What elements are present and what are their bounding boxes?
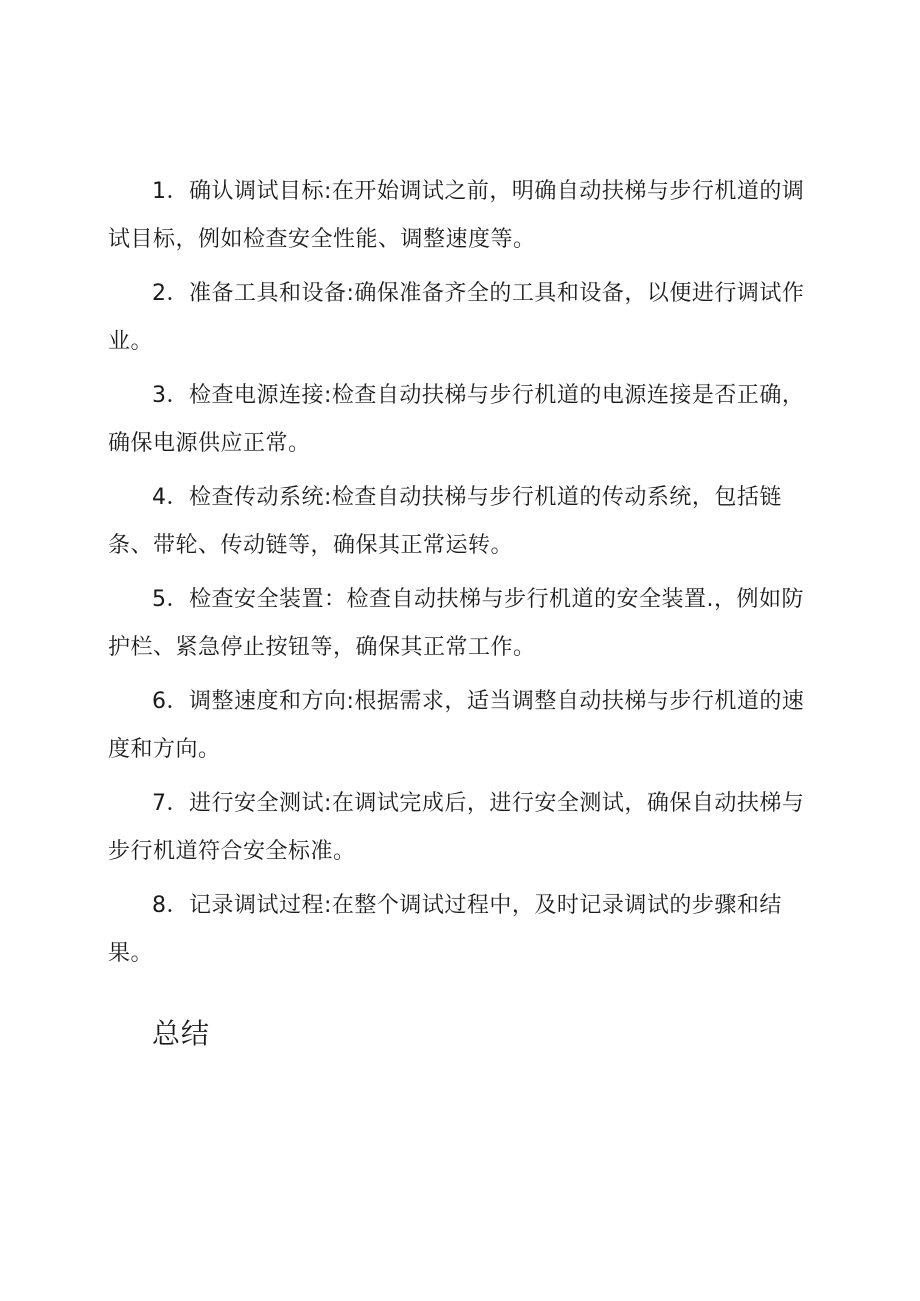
step-item-7: [108, 780, 818, 876]
step-title: 检查传动系统:: [189, 485, 332, 510]
step-text: 检查自动扶梯与步行机道的电源连接是否正确，确保电源供应正常。: [108, 383, 805, 456]
step-title: 检查安全装置：: [189, 587, 347, 612]
step-number: 7．: [152, 791, 189, 816]
step-number: 1．: [152, 179, 189, 204]
step-title: 确认调试目标:: [189, 179, 332, 204]
step-number: 5．: [152, 587, 189, 612]
step-text: 根据需求，适当调整自动扶梯与步行机道的速度和方向。: [108, 689, 805, 762]
step-item-4: [108, 474, 818, 570]
step-text: 在开始调试之前，明确自动扶梯与步行机道的调试目标，例如检查安全性能、调整速度等。: [108, 179, 805, 252]
step-item-1: [108, 168, 818, 264]
step-number: 4．: [152, 485, 189, 510]
step-text: 确保准备齐全的工具和设备，以便进行调试作业。: [108, 281, 805, 354]
step-number: 2．: [152, 281, 189, 306]
step-item-3: [108, 372, 818, 468]
step-text: 在调试完成后，进行安全测试，确保自动扶梯与步行机道符合安全标准。: [108, 791, 805, 864]
step-item-5: [108, 576, 818, 672]
debug-steps-list: [108, 168, 818, 984]
step-number: 3．: [152, 383, 189, 408]
summary-heading: 总结: [152, 1017, 211, 1050]
step-text: 检查自动扶梯与步行机道的传动系统，包括链条、带轮、传动链等，确保其正常运转。: [108, 485, 782, 558]
step-number: 6．: [152, 689, 189, 714]
step-item-2: [108, 270, 818, 366]
step-item-8: [108, 882, 818, 978]
step-text: 在整个调试过程中，及时记录调试的步骤和结果。: [108, 893, 782, 966]
step-title: 调整速度和方向:: [189, 689, 355, 714]
step-title: 进行安全测试:: [189, 791, 332, 816]
step-title: 记录调试过程:: [189, 893, 332, 918]
step-item-6: [108, 678, 818, 774]
step-title: 准备工具和设备:: [189, 281, 355, 306]
step-text: 检查自动扶梯与步行机道的安全装置.，例如防护栏、紧急停止按钮等，确保其正常工作。: [108, 587, 805, 660]
step-title: 检查电源连接:: [189, 383, 332, 408]
step-number: 8．: [152, 893, 189, 918]
